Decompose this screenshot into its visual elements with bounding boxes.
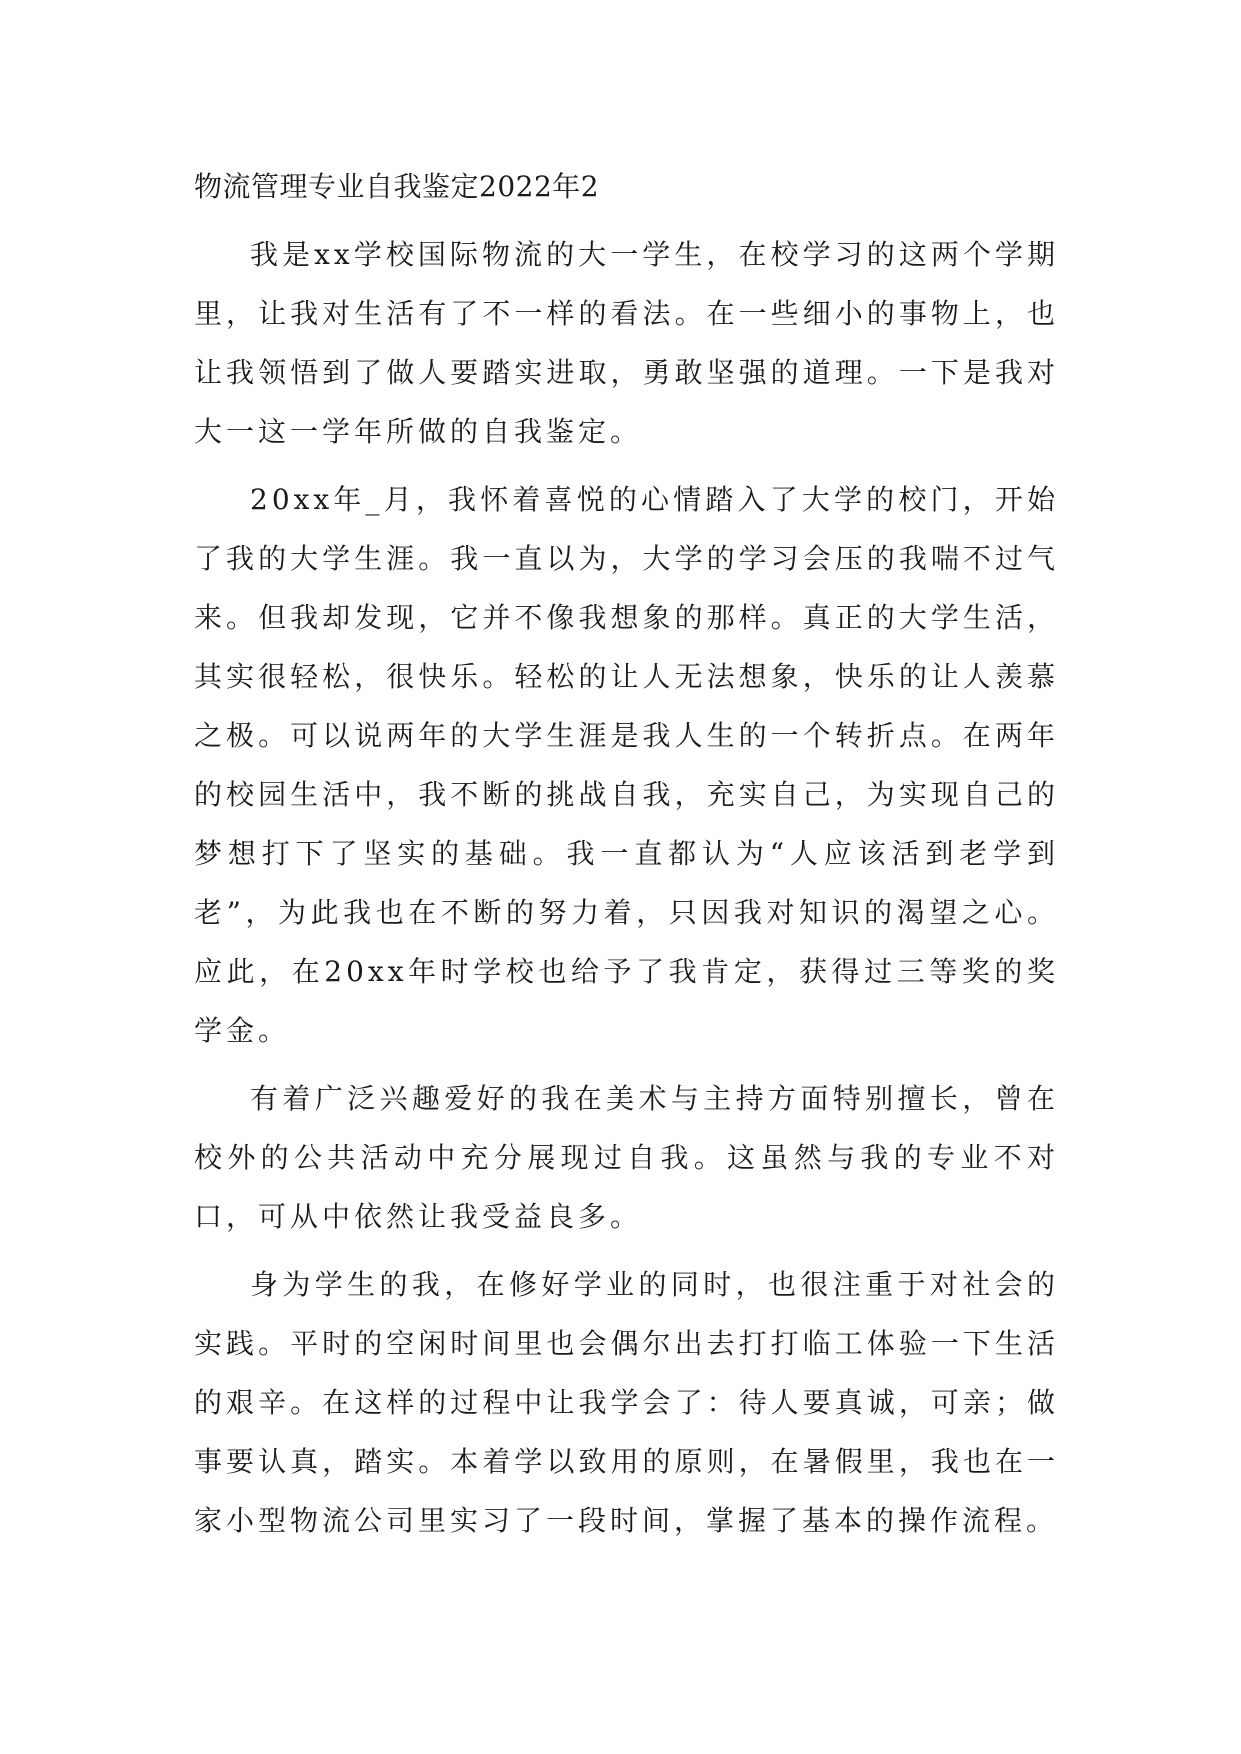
paragraph-hobbies: 有着广泛兴趣爱好的我在美术与主持方面特别擅长，曾在校外的公共活动中充分展现过自我。这虽然与我的专业不对口，可从中依然让我受益良多。 — [194, 1082, 1059, 1233]
paragraph-university-life: 20xx年_月，我怀着喜悦的心情踏入了大学的校门，开始了我的大学生涯。我一直以为，大学的学习会压的我喘不过气来。但我却发现，它并不像我想象的那样。真正的大学生活，其实很轻松，很快乐。轻松的让人无法想象，快乐的让人羡慕之极。可以说两年的大学生涯是我人生的一个转折点。在两年的校园生活中，我不断的挑战自我，充实自己，为实现自己的梦想打下了坚实的基础。我一直都认为“人应该活到老学到老”，为此我也在不断的努力着，只因我对知识的渴望之心。应此，在20xx年时学校也给予了我肯定，获得过三等奖的奖学金。 — [194, 483, 1059, 1047]
document-body — [194, 166, 1059, 1559]
document-title: 物流管理专业自我鉴定2022年2 — [194, 170, 600, 203]
paragraph-social-practice: 身为学生的我，在修好学业的同时，也很注重于对社会的实践。平时的空闲时间里也会偶尔出去打打临工体验一下生活的艰辛。在这样的过程中让我学会了：待人要真诚，可亲；做事要认真，踏实。本着学以致用的原则，在暑假里，我也在一家小型物流公司里实习了一段时间，掌握了基本的操作流程。 — [194, 1268, 1059, 1537]
paragraph-intro: 我是xx学校国际物流的大一学生，在校学习的这两个学期里，让我对生活有了不一样的看法。在一些细小的事物上，也让我领悟到了做人要踏实进取，勇敢坚强的道理。一下是我对大一这一学年所做的自我鉴定。 — [194, 238, 1059, 448]
